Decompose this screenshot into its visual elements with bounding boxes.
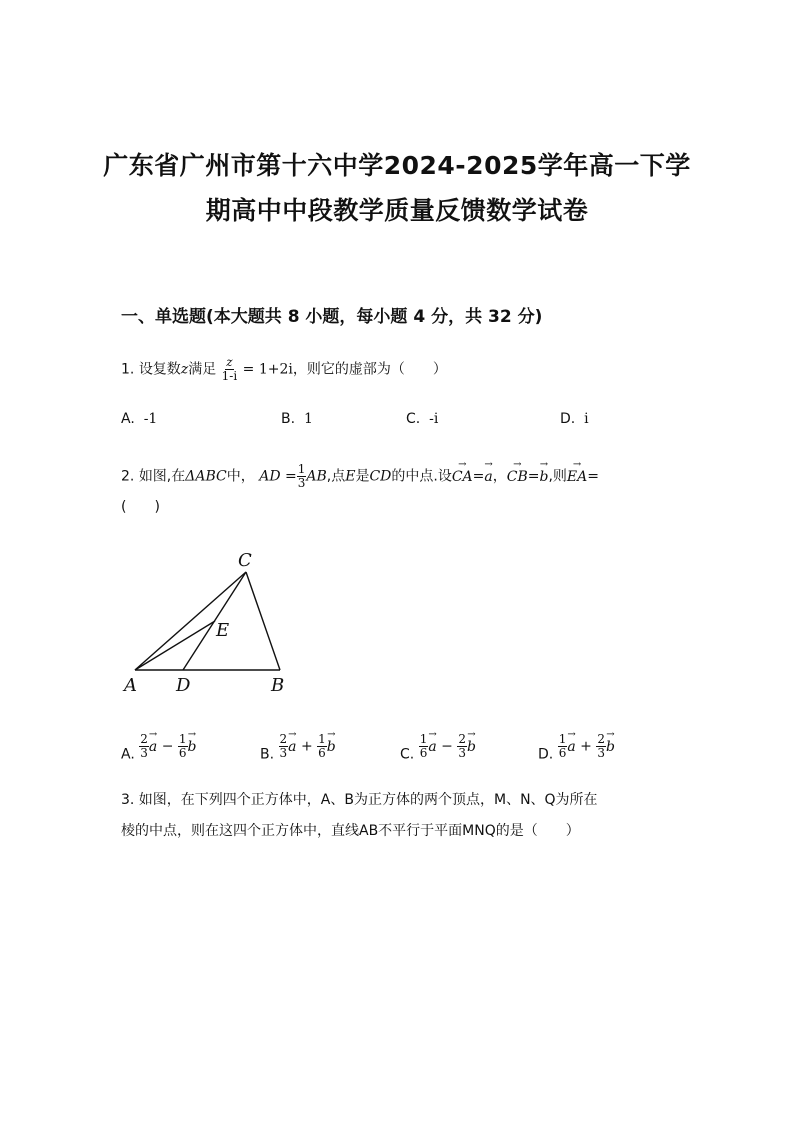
q1-option-b: B. 1 xyxy=(281,411,313,427)
q2-option-c: C. $\frac{1}{6}$ → a − $\frac{2}{3}$ → b xyxy=(400,733,476,763)
q1-option-a: A. -1 xyxy=(121,411,158,427)
question-3-line-2: 棱的中点，则在这四个正方体中，直线AB不平行于平面MNQ的是（ ） xyxy=(121,823,580,839)
q1-option-d: D. i xyxy=(560,411,589,427)
variable-z: z xyxy=(180,361,189,378)
segment-ab: AB xyxy=(306,468,327,485)
segment-ad: AD = xyxy=(259,468,297,485)
q2-option-d: D. $\frac{1}{6}$ → a + $\frac{2}{3}$ → b xyxy=(538,733,615,763)
q2-option-a: A. $\frac{2}{3}$ → a − $\frac{1}{6}$ → b xyxy=(121,733,196,763)
segment-ac xyxy=(135,572,246,670)
vector-ea: → EA xyxy=(567,469,587,485)
label-e: E xyxy=(216,620,230,641)
question-text: 设复数 xyxy=(138,361,181,378)
question-number: 2. xyxy=(121,468,135,485)
question-text: 满足 xyxy=(188,361,217,378)
vector-ca: → CA xyxy=(452,469,473,485)
fraction-z-over-1-minus-i: $\frac{z}{1-i}$ xyxy=(221,355,238,384)
question-2: 2. 如图,在ΔABC中， AD = $\frac{1}{3}$ AB,点E是CD的中点.设→ CA=→ a，→ CB=→ b,则→ EA= xyxy=(121,463,599,490)
exam-title-line-1: 广东省广州市第十六中学2024-2025学年高一下学 xyxy=(103,151,691,180)
equation-rhs: = 1+2i xyxy=(242,361,293,378)
point-e: E xyxy=(345,468,356,485)
label-c: C xyxy=(238,550,252,571)
label-a: A xyxy=(124,675,137,696)
question-3-line-1: 3. 如图，在下列四个正方体中，A、B为正方体的两个顶点，M、N、Q为所在 xyxy=(121,792,598,808)
question-text: ，则它的虚部为（ ） xyxy=(292,361,447,378)
segment-cd: CD xyxy=(369,468,392,485)
q2-answer-blank: ( ) xyxy=(121,499,160,515)
q1-option-c: C. -i xyxy=(406,411,439,427)
question-1 xyxy=(121,356,447,383)
q2-option-b: B. $\frac{2}{3}$ → a + $\frac{1}{6}$ → b xyxy=(260,733,336,763)
triangle-figure xyxy=(120,548,295,696)
vector-b: → b xyxy=(540,469,549,485)
fraction-one-third: $\frac{1}{3}$ xyxy=(297,462,306,491)
triangle-abc: ΔABC xyxy=(185,468,227,485)
label-d: D xyxy=(176,675,191,696)
vector-a: → a xyxy=(484,469,492,485)
segment-ae xyxy=(135,621,215,670)
vector-cb: → CB xyxy=(507,469,528,485)
label-b: B xyxy=(271,675,285,696)
section-heading-single-choice: 一、单选题(本大题共 8 小题，每小题 4 分，共 32 分) xyxy=(121,307,543,327)
exam-title-line-2: 期高中中段教学质量反馈数学试卷 xyxy=(205,196,589,225)
segment-cb xyxy=(246,572,280,670)
question-number: 1. xyxy=(121,361,135,378)
